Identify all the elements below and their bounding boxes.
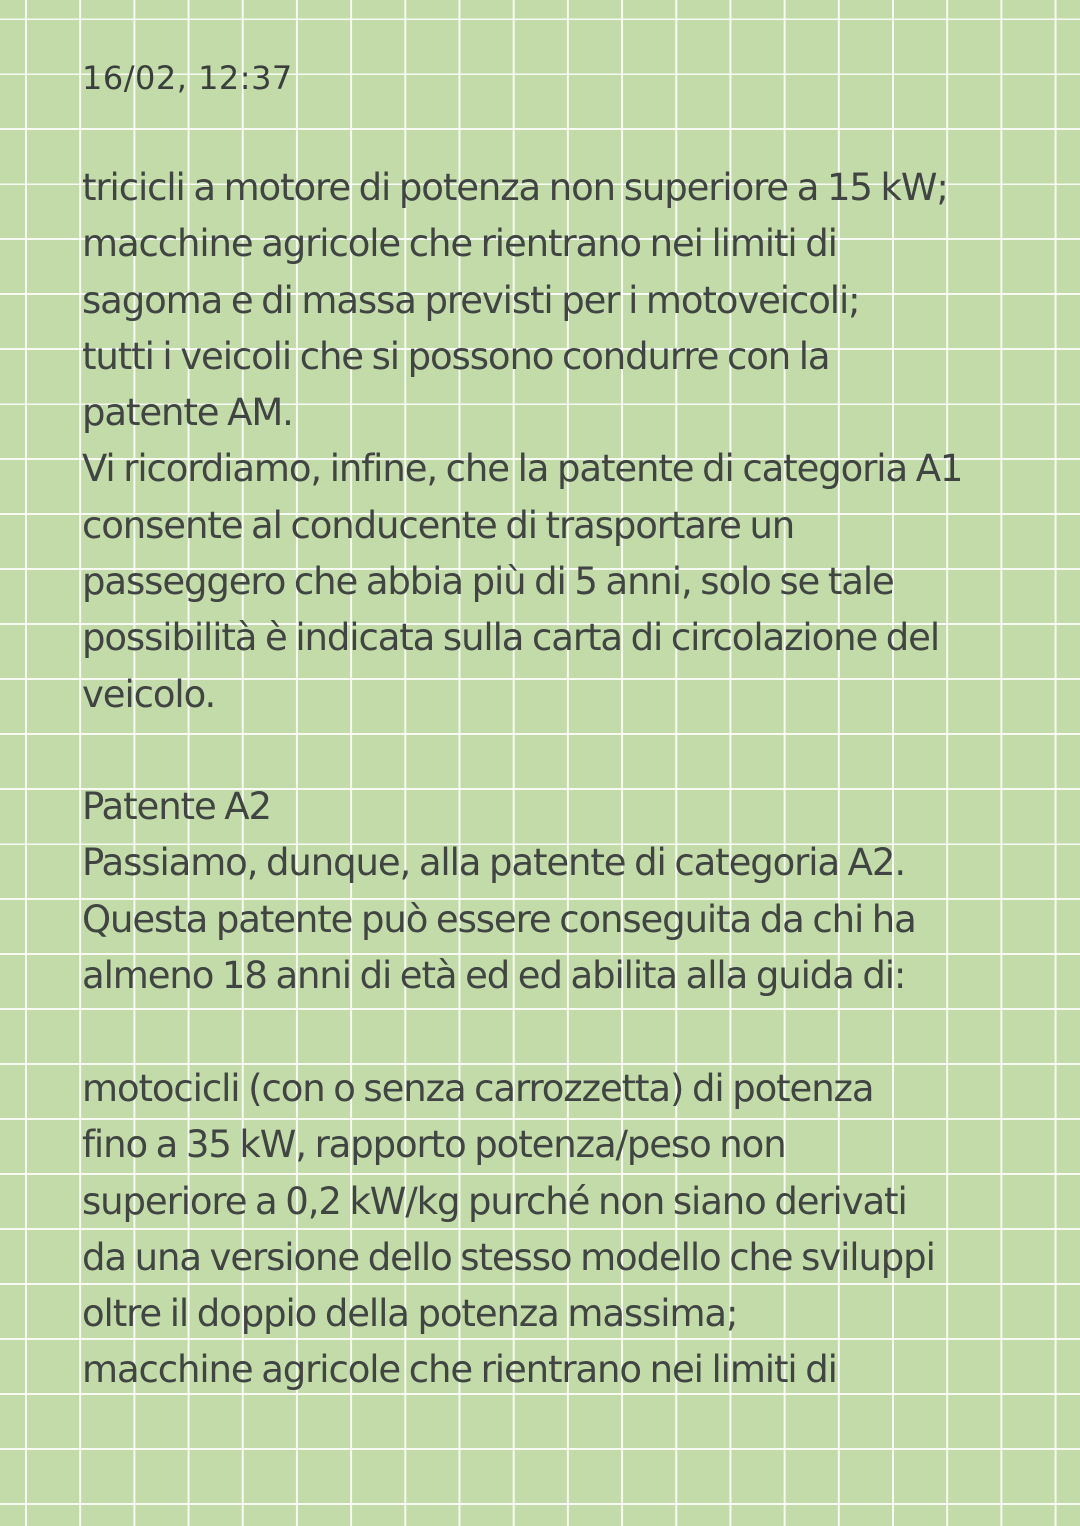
text-line: da una versione dello stesso modello che sviluppi <box>82 1235 935 1279</box>
text-line: tricicli a motore di potenza non superiore a 15 kW; <box>82 166 948 209</box>
text-line: macchine agricole che rientrano nei limiti di <box>82 222 837 266</box>
text-line: motocicli (con o senza carrozzetta) di potenza <box>82 1067 874 1110</box>
text-line: patente AM. <box>82 391 293 435</box>
paragraph-vehicles-a1 <box>82 160 1042 723</box>
text-line: sagoma e di massa previsti per i motoveicoli; <box>82 278 860 322</box>
section-heading: Patente A2 <box>82 785 271 828</box>
text-line: macchine agricole che rientrano nei limiti di <box>82 1348 837 1392</box>
paragraph-vehicles-a2 <box>82 1061 1042 1399</box>
text-line: consente al conducente di trasportare un <box>82 503 795 547</box>
note-timestamp: 16/02, 12:37 <box>82 59 293 97</box>
text-line: possibilità è indicata sulla carta di circolazione del <box>82 616 940 660</box>
text-line: almeno 18 anni di età ed ed abilita alla guida di: <box>82 953 906 997</box>
text-line: Passiamo, dunque, alla patente di categoria A2. <box>82 841 905 885</box>
text-line: oltre il doppio della potenza massima; <box>82 1292 738 1336</box>
text-line: passeggero che abbia più di 5 anni, solo se tale <box>82 560 894 604</box>
text-line: veicolo. <box>82 672 216 716</box>
text-line: superiore a 0,2 kW/kg purché non siano derivati <box>82 1179 907 1223</box>
text-line: Vi ricordiamo, infine, che la patente di categoria A1 <box>82 447 963 491</box>
text-line: tutti i veicoli che si possono condurre con la <box>82 334 830 378</box>
text-line: Questa patente può essere conseguita da chi ha <box>82 897 916 941</box>
text-line: fino a 35 kW, rapporto potenza/peso non <box>82 1123 786 1167</box>
paragraph-patente-a2 <box>82 779 1042 1004</box>
